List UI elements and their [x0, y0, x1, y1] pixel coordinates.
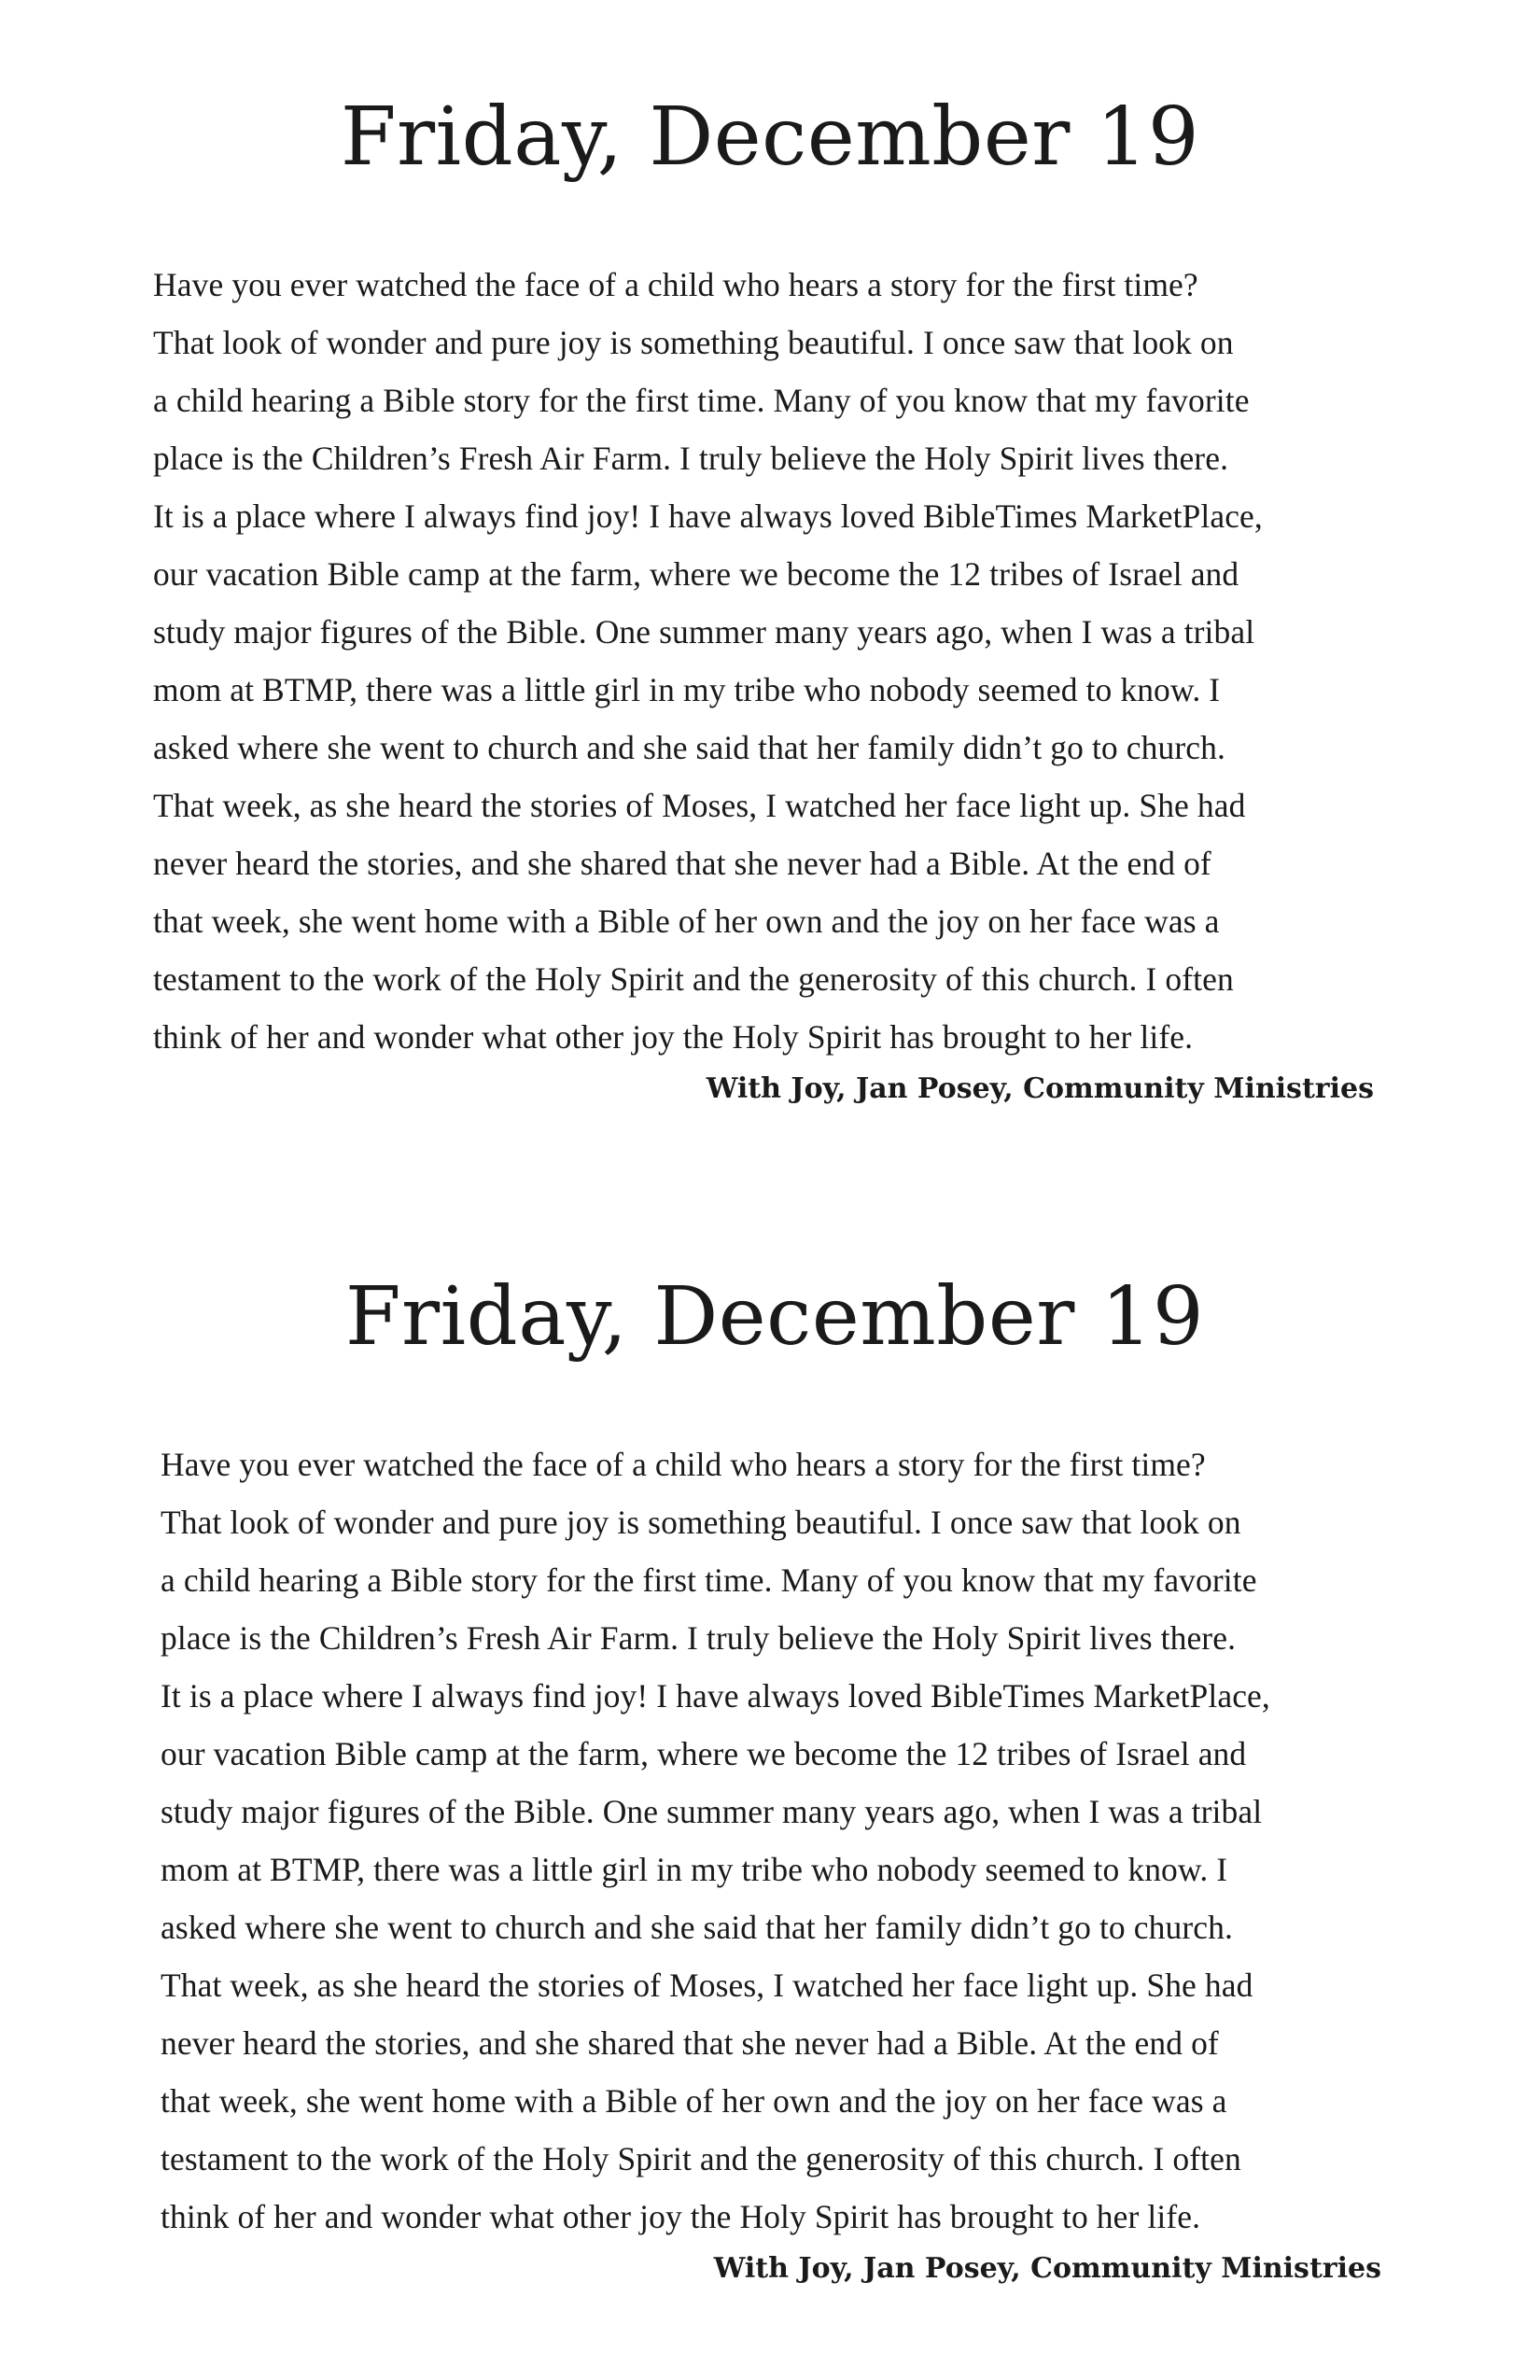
body-line: a child hearing a Bible story for the first time. Many of you know that my favorite — [161, 1561, 1257, 1599]
body-line: testament to the work of the Holy Spirit and the generosity of this church. I often — [161, 2140, 1241, 2177]
body-line: testament to the work of the Holy Spirit and the generosity of this church. I often — [153, 960, 1234, 998]
body-line: place is the Children’s Fresh Air Farm. I truly believe the Holy Spirit lives there. — [153, 440, 1229, 477]
author-signature: With Joy, Jan Posey, Community Ministries — [713, 2252, 1381, 2285]
body-line: our vacation Bible camp at the farm, where we become the 12 tribes of Israel and — [161, 1735, 1247, 1772]
body-line: place is the Children’s Fresh Air Farm. I truly believe the Holy Spirit lives there. — [161, 1619, 1237, 1657]
body-line: That week, as she heard the stories of Moses, I watched her face light up. She had — [153, 787, 1246, 824]
body-line: That look of wonder and pure joy is something beautiful. I once saw that look on — [153, 324, 1234, 361]
body-line: that week, she went home with a Bible of her own and the joy on her face was a — [153, 903, 1220, 940]
body-line: study major figures of the Bible. One summer many years ago, when I was a tribal — [153, 613, 1255, 651]
body-line: It is a place where I always find joy! I have always loved BibleTimes MarketPlace, — [161, 1677, 1270, 1715]
body-line: Have you ever watched the face of a child who hears a story for the first time? — [153, 266, 1198, 303]
devotional-section — [0, 1266, 1540, 2285]
body-line: think of her and wonder what other joy the Holy Spirit has brought to her life. — [153, 1018, 1194, 1056]
body-line: asked where she went to church and she said that her family didn’t go to church. — [161, 1909, 1233, 1946]
body-line: think of her and wonder what other joy the Holy Spirit has brought to her life. — [161, 2198, 1201, 2235]
body-line: our vacation Bible camp at the farm, where we become the 12 tribes of Israel and — [153, 555, 1239, 593]
body-line: mom at BTMP, there was a little girl in my tribe who nobody seemed to know. I — [161, 1851, 1228, 1888]
body-line: That look of wonder and pure joy is something beautiful. I once saw that look on — [161, 1504, 1241, 1541]
devotional-title: Friday, December 19 — [344, 1270, 1205, 1364]
devotional-title: Friday, December 19 — [340, 91, 1200, 184]
body-line: never heard the stories, and she shared that she never had a Bible. At the end of — [161, 2024, 1219, 2062]
author-signature: With Joy, Jan Posey, Community Ministries — [706, 1072, 1374, 1105]
body-line: never heard the stories, and she shared that she never had a Bible. At the end of — [153, 845, 1211, 882]
body-line: a child hearing a Bible story for the first time. Many of you know that my favorite — [153, 382, 1250, 419]
body-line: asked where she went to church and she said that her family didn’t go to church. — [153, 729, 1225, 766]
devotional-section — [0, 86, 1540, 1105]
devotional-body — [161, 1435, 1402, 2292]
body-line: It is a place where I always find joy! I have always loved BibleTimes MarketPlace, — [153, 497, 1263, 535]
body-line: that week, she went home with a Bible of her own and the joy on her face was a — [161, 2082, 1227, 2120]
body-line: That week, as she heard the stories of Moses, I watched her face light up. She had — [161, 1967, 1253, 2004]
devotional-body — [153, 256, 1394, 1113]
body-line: Have you ever watched the face of a child who hears a story for the first time? — [161, 1446, 1206, 1483]
body-line: mom at BTMP, there was a little girl in my tribe who nobody seemed to know. I — [153, 671, 1221, 708]
body-line: study major figures of the Bible. One summer many years ago, when I was a tribal — [161, 1793, 1263, 1830]
